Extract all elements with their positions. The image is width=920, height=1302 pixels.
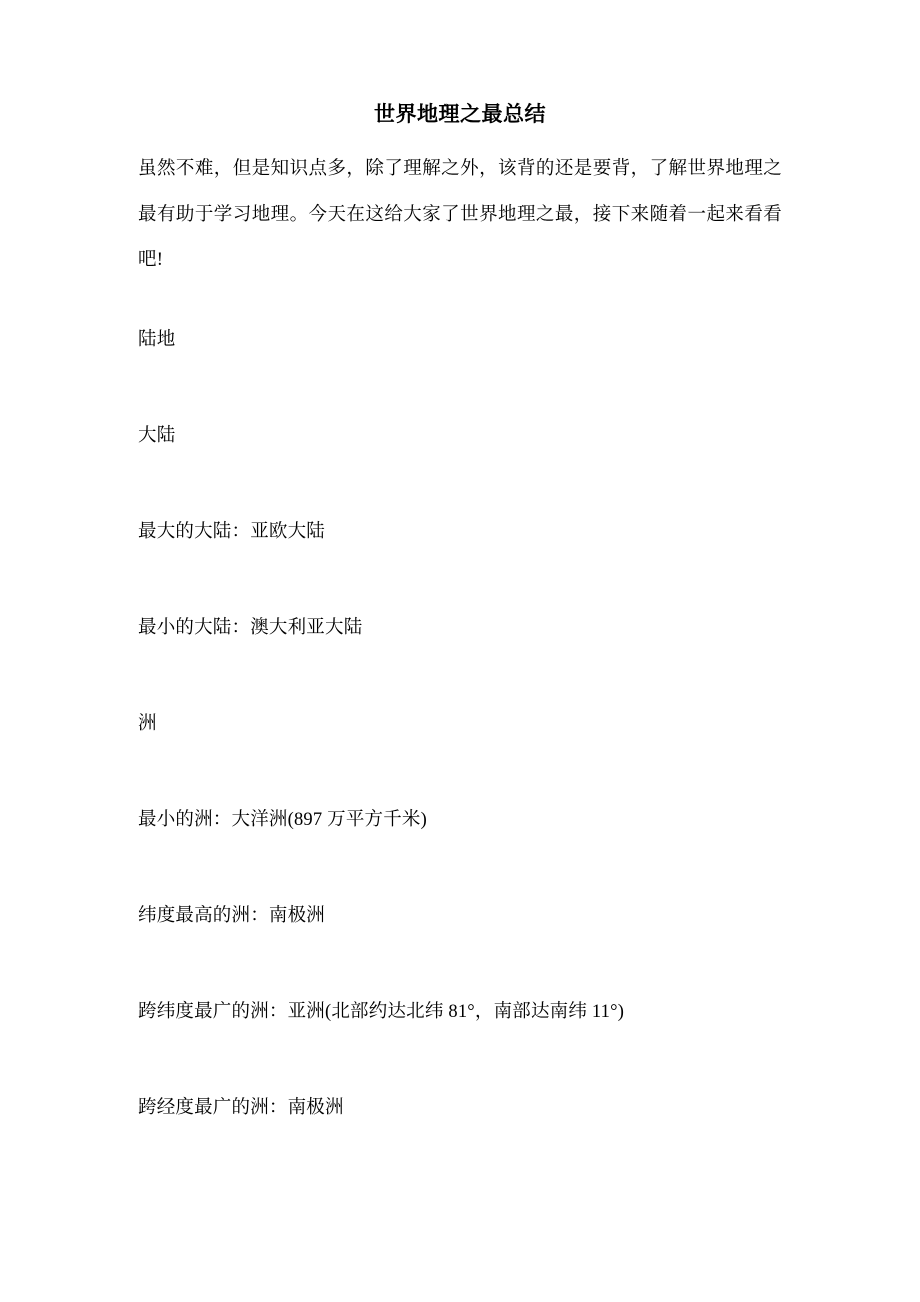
content-paragraph: 最小的大陆：澳大利亚大陆 [138, 618, 363, 639]
content-paragraph: 陆地 [138, 330, 176, 351]
content-paragraph: 最大的大陆：亚欧大陆 [138, 522, 326, 543]
content-paragraph: 大陆 [138, 426, 176, 447]
page-title: 世界地理之最总结 [374, 103, 546, 126]
content-paragraph-list [138, 327, 782, 1191]
intro-paragraph: 虽然不难，但是知识点多，除了理解之外，该背的还是要背，了解世界地理之最有助于学习地理。今天在这给大家了世界地理之最，接下来随着一起来看看吧! [138, 159, 782, 271]
content-paragraph: 纬度最高的洲：南极洲 [138, 906, 326, 927]
content-paragraph: 最小的洲：大洋洲(897 万平方千米) [138, 810, 427, 831]
content-paragraph: 跨经度最广的洲：南极洲 [138, 1098, 344, 1119]
content-paragraph: 洲 [138, 714, 157, 735]
content-paragraph: 跨纬度最广的洲：亚洲(北部约达北纬 81°，南部达南纬 11°) [138, 1002, 625, 1023]
